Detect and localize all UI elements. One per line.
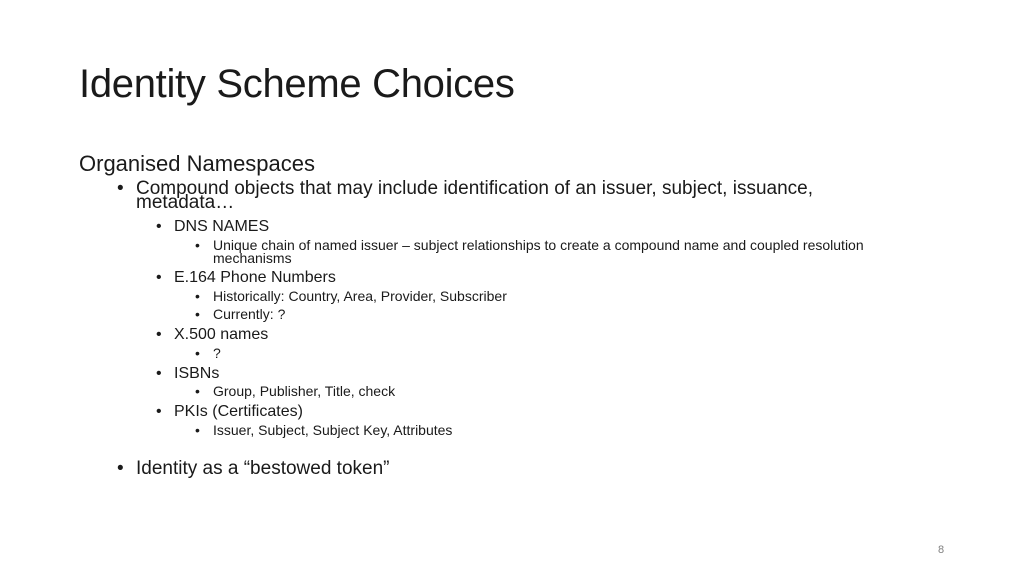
bullet-icon: •	[195, 288, 200, 304]
slide-title: Identity Scheme Choices	[79, 62, 515, 106]
list-item-bestowed-token: Identity as a “bestowed token”	[136, 458, 390, 479]
page-number: 8	[938, 544, 945, 556]
bullet-icon: •	[156, 269, 162, 286]
list-item-unique-chain: Unique chain of named issuer – subject relationships to create a compound name and coupled resolution mechanisms	[213, 237, 864, 266]
bullet-icon: •	[156, 365, 162, 382]
list-item-x500: X.500 names	[174, 326, 269, 343]
section-heading: Organised Namespaces	[79, 151, 316, 176]
bullet-icon: •	[195, 422, 200, 438]
bullet-icon: •	[195, 237, 200, 253]
list-item-dns-names: DNS NAMES	[174, 218, 270, 235]
list-item-compound-objects: Compound objects that may include identification of an issuer, subject, issuance, metadata…	[136, 178, 813, 213]
list-item-x500-question: ?	[213, 345, 221, 361]
bullet-icon: •	[195, 306, 200, 322]
list-item-currently: Currently: ?	[213, 306, 286, 322]
list-item-isbn-parts: Group, Publisher, Title, check	[213, 383, 396, 399]
bullet-icon: •	[117, 178, 124, 199]
list-item-e164: E.164 Phone Numbers	[174, 269, 336, 286]
bullet-icon: •	[156, 403, 162, 420]
list-item-isbns: ISBNs	[174, 365, 220, 382]
list-item-pki-parts: Issuer, Subject, Subject Key, Attributes	[213, 422, 453, 438]
bullet-icon: •	[156, 218, 162, 235]
list-item-pkis: PKIs (Certificates)	[174, 403, 303, 420]
bullet-icon: •	[195, 345, 200, 361]
bullet-icon: •	[156, 326, 162, 343]
list-item-historically: Historically: Country, Area, Provider, Subscriber	[213, 288, 507, 304]
bullet-icon: •	[117, 458, 124, 479]
bullet-icon: •	[195, 383, 200, 399]
